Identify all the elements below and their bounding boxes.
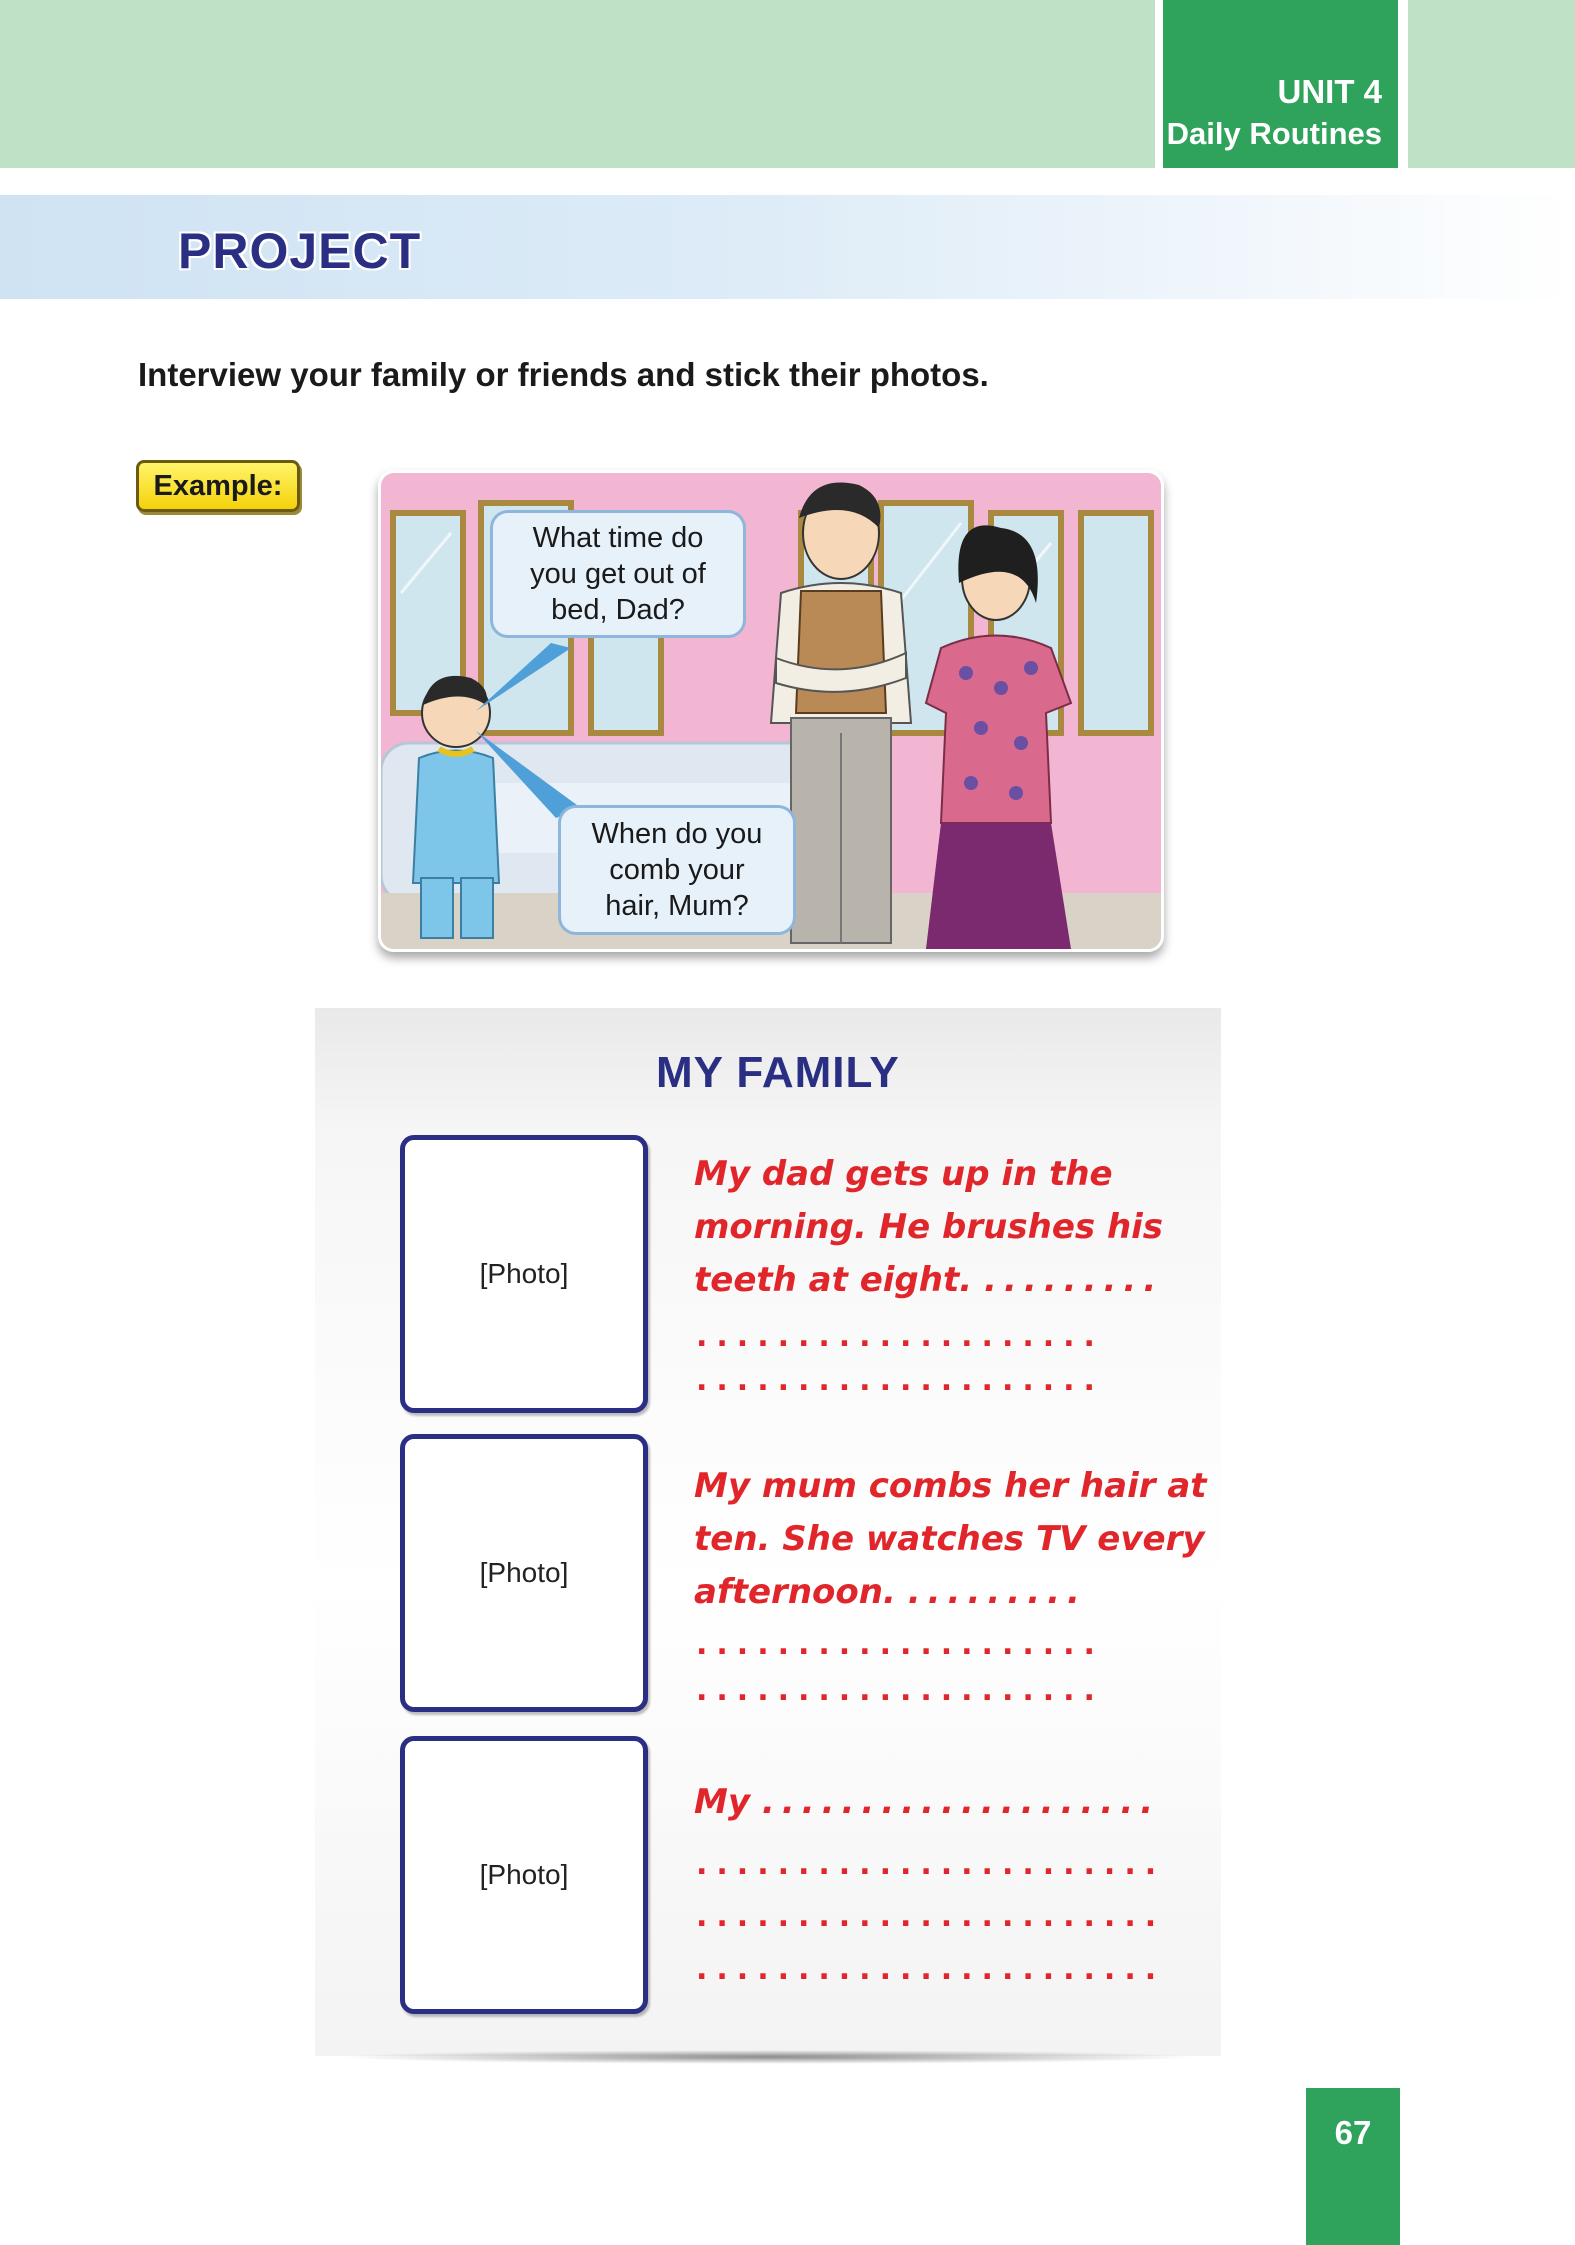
bubble-line: hair, Mum? xyxy=(605,890,749,922)
section-title: PROJECT xyxy=(178,223,422,279)
bubble-line: What time do xyxy=(532,522,704,554)
photo-placeholder: [Photo] xyxy=(479,1557,569,1588)
photo-frame[interactable] xyxy=(400,1434,648,1712)
entry-line: My xyxy=(694,1782,750,1822)
entry-text xyxy=(694,1460,1207,1619)
dotted-line: .................... xyxy=(696,1627,1104,1662)
dotted-line: .................... xyxy=(696,1319,1104,1354)
speech-bubble-dad xyxy=(490,510,746,638)
entry-text xyxy=(694,1776,1160,1829)
photo-frame[interactable] xyxy=(400,1736,648,2014)
instruction-text: Interview your family or friends and stick their photos. xyxy=(138,356,989,393)
entry-line: afternoon. xyxy=(694,1572,896,1612)
bubble-line: bed, Dad? xyxy=(551,594,685,626)
entry-line: My dad gets up in the xyxy=(694,1154,1113,1194)
photo-placeholder: [Photo] xyxy=(479,1859,569,1890)
unit-label-box xyxy=(1163,0,1398,168)
entry-line: teeth at eight. xyxy=(694,1260,973,1300)
unit-subtitle: Daily Routines xyxy=(1166,116,1382,151)
header-right-strip xyxy=(1408,0,1575,168)
bubble-line: When do you xyxy=(591,818,763,850)
entry-line: ten. She watches TV every xyxy=(694,1519,1205,1559)
photo-frame[interactable] xyxy=(400,1135,648,1413)
header-band xyxy=(0,0,1155,168)
entry-line: morning. He brushes his xyxy=(694,1207,1164,1247)
dotted-line: .................... xyxy=(696,1673,1104,1708)
sheet-shadow xyxy=(335,2050,1201,2064)
bubble-line: you get out of xyxy=(530,558,706,590)
bubble-line: comb your xyxy=(609,854,745,886)
example-badge: Example: xyxy=(136,460,300,512)
dotted-line: ....................... xyxy=(696,1847,1166,1882)
entry-text xyxy=(694,1148,1163,1307)
dotted-fill: .................... xyxy=(761,1782,1161,1822)
dotted-fill: ......... xyxy=(983,1260,1164,1300)
sheet-title: MY FAMILY xyxy=(656,1048,900,1097)
photo-placeholder: [Photo] xyxy=(479,1258,569,1289)
entry-line: My mum combs her hair at xyxy=(694,1466,1207,1506)
dotted-line: ....................... xyxy=(696,1952,1166,1987)
dotted-line: .................... xyxy=(696,1363,1104,1398)
dotted-fill: ......... xyxy=(907,1572,1087,1612)
dotted-line: ....................... xyxy=(696,1899,1166,1934)
page-number: 67 xyxy=(1306,2088,1400,2245)
unit-number: UNIT 4 xyxy=(1277,73,1382,110)
speech-bubble-mum xyxy=(558,805,796,935)
